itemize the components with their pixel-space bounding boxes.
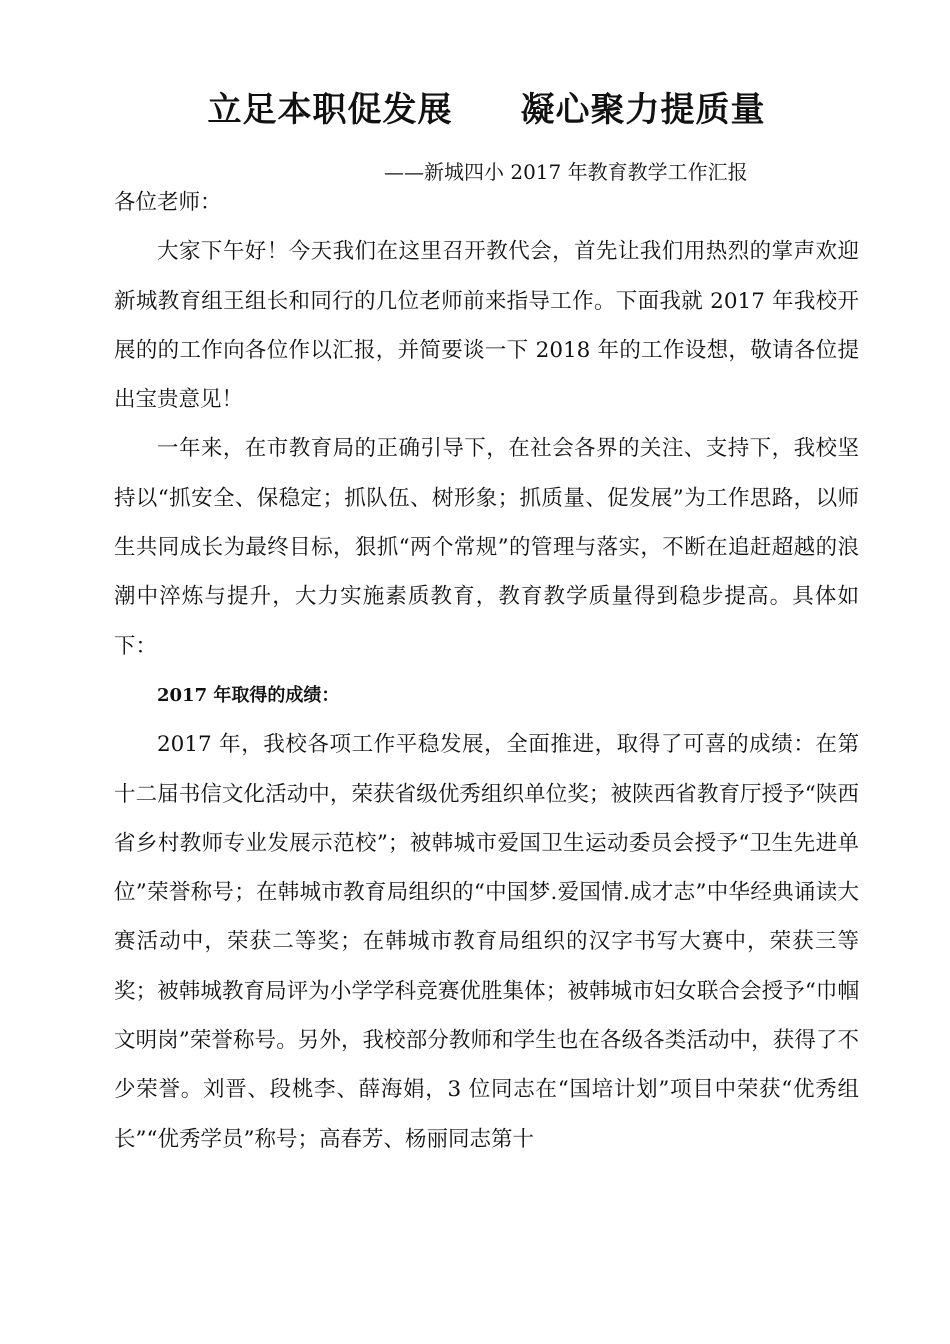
paragraph-line: 以师生共同成长为最终目标，狠抓“两个常规”的管理与落实，不断在追赶 [114,485,859,561]
title-part-1: 立足本职促发展 [207,90,453,130]
title-part-2: 凝心聚力提质量 [520,90,766,130]
paragraph-line: 西省乡村教师专业发展示范校”；被韩城市爱国卫生运动委员会授予“卫生 [114,781,859,856]
document-page [114,0,859,1344]
document-title [114,86,859,134]
paragraph-line: 开展的的工作向各位作以汇报，并简要谈一下 2018 年的工作设想，敬请各位 [114,288,859,363]
paragraph-line: 大家下午好！今天我们在这里召开教代会，首先让我们用热烈的掌声欢 [157,239,838,265]
paragraph-achievements [114,720,859,1164]
paragraph-overview [114,424,859,670]
paragraph-line: 联合会授予“巾帼文明岗”荣誉称号。另外，我校部分教师和学生也在各级 [114,978,859,1054]
paragraph-line: 计划”项目中荣获“优秀组长”“优秀学员”称号；高春芳、杨丽同志第十 [114,1077,859,1152]
paragraph-line: 各类活动中，获得了不少荣誉。刘晋、段桃李、薛海娟，3 位同志在“国培 [114,1028,859,1103]
paragraph-line: 中，荣获三等奖；被韩城教育局评为小学学科竞赛优胜集体；被韩城市妇女 [114,929,859,1004]
document-body [114,178,859,1164]
paragraph-greeting [114,227,859,424]
paragraph-line: 具体如下： [114,584,859,659]
paragraph-line: 2017 年，我校各项工作平稳发展，全面推进，取得了可喜的成绩：在第 [157,732,859,758]
paragraph-line: 坚持以“抓安全、保稳定；抓队伍、树形象；抓质量、促发展”为工作思路， [114,436,859,511]
paragraph-line: 先进单位”荣誉称号；在韩城市教育局组织的“中国梦.爱国情.成才志”中 [114,830,859,906]
paragraph-line: 迎新城教育组王组长和同行的几位老师前来指导工作。下面我就 2017 年我校 [114,239,859,314]
document-subtitle: ——新城四小 2017 年教育教学工作汇报 [384,160,748,184]
salutation: 各位老师： [114,190,222,215]
paragraph-line: 提出宝贵意见！ [114,337,859,413]
paragraph-line: 华经典诵读大赛活动中，荣获二等奖；在韩城市教育局组织的汉字书写大赛 [114,880,859,955]
paragraph-line: 一年来，在市教育局的正确引导下，在社会各界的关注、支持下，我校 [157,436,838,462]
paragraph-line: 十二届书信文化活动中，荣获省级优秀组织单位奖；被陕西省教育厅授予“陕 [114,781,838,807]
section-heading: 2017 年取得的成绩： [157,684,340,706]
paragraph-line: 超越的浪潮中淬炼与提升，大力实施素质教育，教育教学质量得到稳步提高。 [114,535,859,610]
